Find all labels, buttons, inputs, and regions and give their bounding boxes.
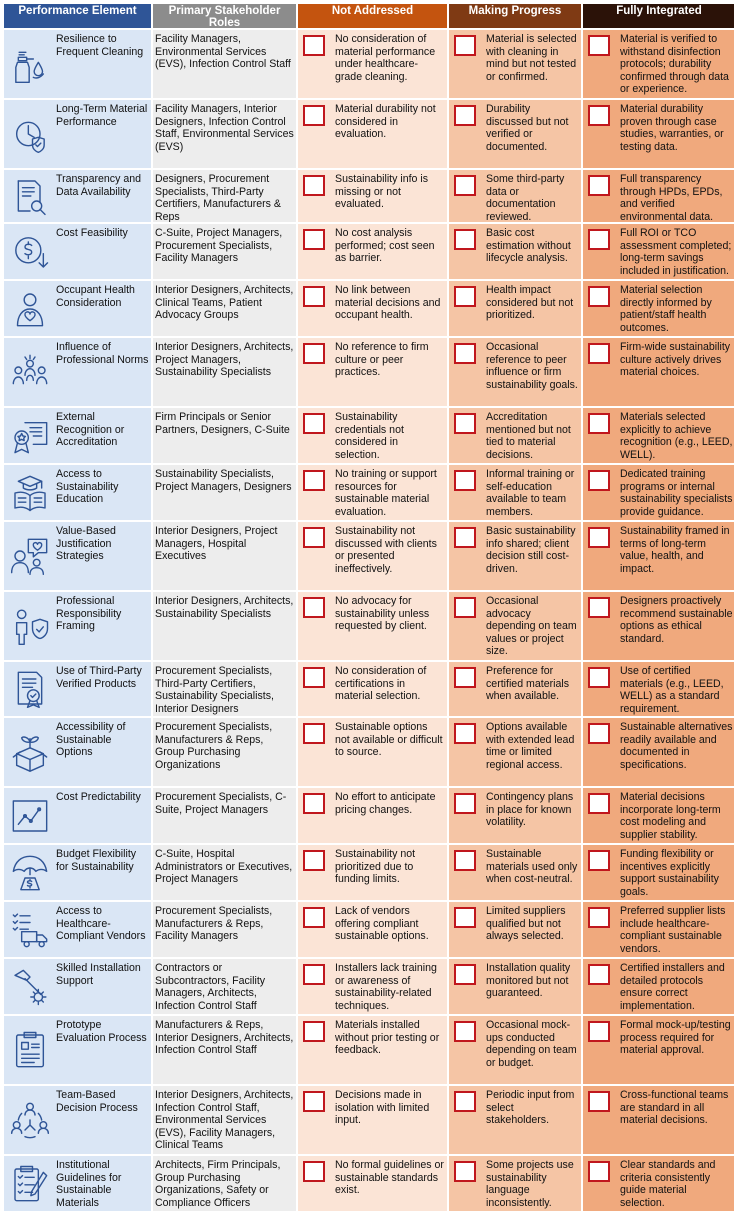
fully-integrated-text: Use of certified materials (e.g., LEED, WELL) as a standard requirement. [620, 665, 724, 715]
stakeholder-roles: Sustainability Specialists, Project Managers, Designers [153, 465, 296, 520]
not-addressed-text: No consideration of material performance under healthcare-grade cleaning. [335, 33, 436, 83]
fully-integrated-cell [583, 170, 734, 222]
making-progress-cell [449, 959, 581, 1014]
not-addressed-cell [298, 30, 447, 98]
stakeholder-roles: Interior Designers, Architects, Clinical Teams, Patient Advocacy Groups [153, 281, 296, 336]
not-addressed-checkbox[interactable] [303, 964, 325, 985]
assessment-matrix [4, 4, 731, 1211]
person-heart-icon [4, 281, 56, 336]
not-addressed-checkbox[interactable] [303, 1091, 325, 1112]
not-addressed-checkbox[interactable] [303, 175, 325, 196]
not-addressed-text: No effort to anticipate pricing changes. [335, 791, 436, 816]
performance-element-label: Institutional Guidelines for Sustainable Materials [56, 1159, 122, 1209]
not-addressed-checkbox[interactable] [303, 470, 325, 491]
fully-integrated-cell [583, 338, 734, 406]
clipboard-checklist-icon [4, 1156, 56, 1211]
fully-integrated-text: Full transparency through HPDs, EPDs, and verified environmental data. [620, 173, 723, 222]
fully-integrated-cell [583, 845, 734, 900]
fully-integrated-cell [583, 465, 734, 520]
line-chart-icon [4, 788, 56, 843]
making-progress-text: Occasional mock-ups conducted depending on team or budget. [486, 1019, 577, 1069]
stakeholder-roles: Interior Designers, Architects, Infection Control Staff, Environmental Services (EVS), Facility Managers, Clinical Teams [153, 1086, 296, 1154]
performance-element-label: Professional Responsibility Framing [56, 595, 122, 633]
fully-integrated-text: Material decisions incorporate long-term cost modeling and supplier stability. [620, 791, 721, 841]
making-progress-cell [449, 902, 581, 957]
fully-integrated-checkbox[interactable] [588, 964, 610, 985]
making-progress-text: Contingency plans in place for known volatility. [486, 791, 574, 829]
performance-element-cell [4, 1086, 151, 1154]
fully-integrated-text: Preferred supplier lists include healthcare-compliant sustainable vendors. [620, 905, 726, 955]
fully-integrated-text: Sustainability framed in terms of long-term value, health, and impact. [620, 525, 730, 575]
not-addressed-cell [298, 224, 447, 279]
performance-element-label: Accessibility of Sustainable Options [56, 721, 126, 759]
performance-element-label: Occupant Health Consideration [56, 284, 135, 309]
performance-element-label: Long-Term Material Performance [56, 103, 148, 128]
stakeholder-roles: Firm Principals or Senior Partners, Designers, C-Suite [153, 408, 296, 463]
making-progress-checkbox[interactable] [454, 964, 476, 985]
stakeholder-roles: Interior Designers, Project Managers, Hospital Executives [153, 522, 296, 590]
performance-element-cell [4, 662, 151, 716]
not-addressed-text: No advocacy for sustainability unless requested by client. [335, 595, 430, 633]
stakeholder-roles: Procurement Specialists, C-Suite, Project Managers [153, 788, 296, 843]
making-progress-checkbox[interactable] [454, 907, 476, 928]
umbrella-money-icon [4, 845, 56, 900]
fully-integrated-cell [583, 902, 734, 957]
making-progress-cell [449, 522, 581, 590]
checklist-truck-icon [4, 902, 56, 957]
making-progress-text: Informal training or self-education available to team members. [486, 468, 575, 518]
not-addressed-checkbox[interactable] [303, 597, 325, 618]
not-addressed-cell [298, 1086, 447, 1154]
performance-element-cell [4, 522, 151, 590]
not-addressed-text: Lack of vendors offering compliant sustainable options. [335, 905, 429, 943]
not-addressed-cell [298, 1016, 447, 1084]
performance-element-cell [4, 1016, 151, 1084]
not-addressed-checkbox[interactable] [303, 343, 325, 364]
fully-integrated-cell [583, 1156, 734, 1211]
not-addressed-checkbox[interactable] [303, 105, 325, 126]
performance-element-cell [4, 465, 151, 520]
fully-integrated-cell [583, 718, 734, 786]
hammer-gear-icon [4, 959, 56, 1014]
performance-element-label: Transparency and Data Availability [56, 173, 141, 198]
performance-element-label: Cost Feasibility [56, 227, 128, 239]
performance-element-cell [4, 788, 151, 843]
making-progress-text: Periodic input from select stakeholders. [486, 1089, 575, 1127]
making-progress-text: Occasional reference to peer influence or firm sustainability goals. [486, 341, 578, 391]
performance-element-cell [4, 718, 151, 786]
not-addressed-text: No cost analysis performed; cost seen as barrier. [335, 227, 435, 265]
fully-integrated-checkbox[interactable] [588, 723, 610, 744]
making-progress-checkbox[interactable] [454, 470, 476, 491]
performance-element-cell [4, 281, 151, 336]
people-chat-heart-icon [4, 522, 56, 590]
stakeholder-roles: Facility Managers, Environmental Services (EVS), Infection Control Staff [153, 30, 296, 98]
header-stakeholder-roles: Primary Stakeholder Roles [153, 4, 296, 28]
making-progress-checkbox[interactable] [454, 850, 476, 871]
fully-integrated-text: Formal mock-up/testing process required for material approval. [620, 1019, 731, 1057]
header-fully-integrated: Fully Integrated [583, 4, 734, 28]
team-cycle-icon [4, 1086, 56, 1154]
performance-element-label: Value-Based Justification Strategies [56, 525, 116, 563]
fully-integrated-text: Full ROI or TCO assessment completed; long-term savings included in justification. [620, 227, 732, 277]
fully-integrated-cell [583, 100, 734, 168]
performance-element-cell [4, 224, 151, 279]
making-progress-text: Basic sustainability info shared; client decision still cost-driven. [486, 525, 576, 575]
fully-integrated-checkbox[interactable] [588, 1091, 610, 1112]
not-addressed-text: Installers lack training or awareness of sustainability-related techniques. [335, 962, 437, 1012]
not-addressed-cell [298, 338, 447, 406]
making-progress-checkbox[interactable] [454, 1161, 476, 1182]
performance-element-label: Budget Flexibility for Sustainability [56, 848, 137, 873]
fully-integrated-cell [583, 662, 734, 716]
fully-integrated-checkbox[interactable] [588, 470, 610, 491]
making-progress-text: Material is selected with cleaning in mind but not tested or confirmed. [486, 33, 577, 83]
not-addressed-text: No reference to firm culture or peer practices. [335, 341, 429, 379]
making-progress-text: Preference for certified materials when available. [486, 665, 570, 703]
not-addressed-cell [298, 718, 447, 786]
not-addressed-text: No consideration of certifications in material selection. [335, 665, 427, 703]
making-progress-text: Limited suppliers qualified but not always selected. [486, 905, 566, 943]
fully-integrated-text: Firm-wide sustainability culture actively drives material choices. [620, 341, 731, 379]
performance-element-cell [4, 845, 151, 900]
stakeholder-roles: C-Suite, Hospital Administrators or Executives, Project Managers [153, 845, 296, 900]
making-progress-checkbox[interactable] [454, 105, 476, 126]
not-addressed-text: Sustainability not prioritized due to funding limits. [335, 848, 416, 886]
making-progress-cell [449, 1016, 581, 1084]
not-addressed-text: Sustainability credentials not considered in selection. [335, 411, 404, 461]
making-progress-text: Health impact considered but not prioritized. [486, 284, 574, 322]
fully-integrated-checkbox[interactable] [588, 105, 610, 126]
not-addressed-text: No formal guidelines or sustainable standards exist. [335, 1159, 444, 1197]
fully-integrated-text: Cross-functional teams are standard in all material decisions. [620, 1089, 729, 1127]
stakeholder-roles: Manufacturers & Reps, Interior Designers, Architects, Infection Control Staff [153, 1016, 296, 1084]
making-progress-checkbox[interactable] [454, 527, 476, 548]
stakeholder-roles: Contractors or Subcontractors, Facility Managers, Architects, Infection Control Staff [153, 959, 296, 1014]
performance-element-label: Use of Third-Party Verified Products [56, 665, 142, 690]
header-not-addressed: Not Addressed [298, 4, 447, 28]
fully-integrated-cell [583, 522, 734, 590]
making-progress-text: Occasional advocacy depending on team values or project size. [486, 595, 577, 658]
not-addressed-checkbox[interactable] [303, 793, 325, 814]
fully-integrated-text: Designers proactively recommend sustainable options as ethical standard. [620, 595, 733, 645]
graduation-book-icon [4, 465, 56, 520]
not-addressed-text: Sustainability not discussed with clients or presented ineffectively. [335, 525, 437, 575]
fully-integrated-text: Certified installers and detailed protocols ensure correct implementation. [620, 962, 725, 1012]
making-progress-checkbox[interactable] [454, 175, 476, 196]
not-addressed-text: Materials installed without prior testing or feedback. [335, 1019, 440, 1057]
fully-integrated-checkbox[interactable] [588, 667, 610, 688]
making-progress-checkbox[interactable] [454, 413, 476, 434]
fully-integrated-cell [583, 408, 734, 463]
fully-integrated-cell [583, 281, 734, 336]
performance-element-cell [4, 1156, 151, 1211]
making-progress-text: Options available with extended lead time or limited regional access. [486, 721, 575, 771]
fully-integrated-checkbox[interactable] [588, 597, 610, 618]
making-progress-cell [449, 845, 581, 900]
performance-element-cell [4, 959, 151, 1014]
group-icon [4, 338, 56, 406]
making-progress-cell [449, 1086, 581, 1154]
making-progress-checkbox[interactable] [454, 667, 476, 688]
performance-element-cell [4, 408, 151, 463]
performance-element-label: External Recognition or Accreditation [56, 411, 125, 449]
fully-integrated-text: Material selection directly informed by patient/staff health outcomes. [620, 284, 712, 334]
making-progress-text: Sustainable materials used only when cost-neutral. [486, 848, 578, 886]
making-progress-cell [449, 465, 581, 520]
certificate-icon [4, 408, 56, 463]
fully-integrated-checkbox[interactable] [588, 35, 610, 56]
performance-element-cell [4, 170, 151, 222]
making-progress-text: Durability discussed but not verified or documented. [486, 103, 569, 153]
fully-integrated-checkbox[interactable] [588, 175, 610, 196]
stakeholder-roles: Procurement Specialists, Manufacturers & Reps, Group Purchasing Organizations [153, 718, 296, 786]
not-addressed-cell [298, 592, 447, 660]
fully-integrated-checkbox[interactable] [588, 286, 610, 307]
fully-integrated-text: Clear standards and criteria consistently guide material selection. [620, 1159, 716, 1209]
stakeholder-roles: Designers, Procurement Specialists, Third-Party Certifiers, Manufacturers & Reps [153, 170, 296, 222]
performance-element-label: Prototype Evaluation Process [56, 1019, 147, 1044]
certified-document-icon [4, 662, 56, 716]
not-addressed-cell [298, 959, 447, 1014]
performance-element-label: Resilience to Frequent Cleaning [56, 33, 144, 58]
performance-element-cell [4, 100, 151, 168]
dollar-down-icon [4, 224, 56, 279]
fully-integrated-text: Funding flexibility or incentives explicitly support sustainability goals. [620, 848, 719, 898]
making-progress-checkbox[interactable] [454, 1021, 476, 1042]
header-making-progress: Making Progress [449, 4, 581, 28]
making-progress-checkbox[interactable] [454, 793, 476, 814]
not-addressed-cell [298, 281, 447, 336]
making-progress-text: Accreditation mentioned but not tied to material decisions. [486, 411, 571, 461]
making-progress-checkbox[interactable] [454, 229, 476, 250]
making-progress-cell [449, 170, 581, 222]
spray-bottle-icon [4, 30, 56, 98]
fully-integrated-checkbox[interactable] [588, 793, 610, 814]
not-addressed-text: Decisions made in isolation with limited input. [335, 1089, 430, 1127]
header-performance-element: Performance Element [4, 4, 151, 28]
making-progress-cell [449, 338, 581, 406]
fully-integrated-text: Materials selected explicitly to achieve recognition (e.g., LEED, WELL). [620, 411, 733, 461]
fully-integrated-cell [583, 959, 734, 1014]
not-addressed-text: No link between material decisions and occupant health. [335, 284, 441, 322]
making-progress-cell [449, 718, 581, 786]
performance-element-cell [4, 30, 151, 98]
not-addressed-cell [298, 1156, 447, 1211]
performance-element-cell [4, 592, 151, 660]
not-addressed-text: Sustainability info is missing or not evaluated. [335, 173, 429, 211]
performance-element-cell [4, 902, 151, 957]
making-progress-cell [449, 281, 581, 336]
performance-element-label: Cost Predictability [56, 791, 141, 803]
fully-integrated-text: Sustainable alternatives readily available and documented in specifications. [620, 721, 733, 771]
not-addressed-checkbox[interactable] [303, 229, 325, 250]
clock-shield-icon [4, 100, 56, 168]
not-addressed-checkbox[interactable] [303, 35, 325, 56]
performance-element-cell [4, 338, 151, 406]
not-addressed-cell [298, 902, 447, 957]
not-addressed-cell [298, 408, 447, 463]
not-addressed-checkbox[interactable] [303, 527, 325, 548]
making-progress-text: Basic cost estimation without lifecycle analysis. [486, 227, 571, 265]
fully-integrated-checkbox[interactable] [588, 850, 610, 871]
not-addressed-checkbox[interactable] [303, 413, 325, 434]
not-addressed-cell [298, 100, 447, 168]
making-progress-cell [449, 662, 581, 716]
performance-element-label: Team-Based Decision Process [56, 1089, 138, 1114]
fully-integrated-cell [583, 592, 734, 660]
making-progress-cell [449, 592, 581, 660]
making-progress-text: Installation quality monitored but not guaranteed. [486, 962, 571, 1000]
performance-element-label: Access to Healthcare-Compliant Vendors [56, 905, 146, 943]
making-progress-checkbox[interactable] [454, 35, 476, 56]
fully-integrated-checkbox[interactable] [588, 229, 610, 250]
fully-integrated-checkbox[interactable] [588, 907, 610, 928]
making-progress-text: Some projects use sustainability language inconsistently. [486, 1159, 574, 1209]
making-progress-checkbox[interactable] [454, 723, 476, 744]
stakeholder-roles: Procurement Specialists, Third-Party Certifiers, Sustainability Specialists, Interior Designers [153, 662, 296, 716]
not-addressed-cell [298, 465, 447, 520]
stakeholder-roles: C-Suite, Project Managers, Procurement Specialists, Facility Managers [153, 224, 296, 279]
making-progress-cell [449, 224, 581, 279]
not-addressed-checkbox[interactable] [303, 1021, 325, 1042]
stakeholder-roles: Interior Designers, Architects, Project Managers, Sustainability Specialists [153, 338, 296, 406]
fully-integrated-cell [583, 1016, 734, 1084]
person-shield-icon [4, 592, 56, 660]
not-addressed-cell [298, 522, 447, 590]
performance-element-label: Skilled Installation Support [56, 962, 141, 987]
fully-integrated-checkbox[interactable] [588, 343, 610, 364]
not-addressed-text: Material durability not considered in evaluation. [335, 103, 436, 141]
stakeholder-roles: Facility Managers, Interior Designers, Infection Control Staff, Environmental Services (EVS) [153, 100, 296, 168]
fully-integrated-cell [583, 1086, 734, 1154]
making-progress-text: Some third-party data or documentation reviewed. [486, 173, 565, 222]
not-addressed-checkbox[interactable] [303, 286, 325, 307]
making-progress-cell [449, 30, 581, 98]
making-progress-cell [449, 100, 581, 168]
not-addressed-text: No training or support resources for sustainable material evaluation. [335, 468, 437, 518]
document-search-icon [4, 170, 56, 222]
performance-element-label: Access to Sustainability Education [56, 468, 119, 506]
not-addressed-checkbox[interactable] [303, 667, 325, 688]
making-progress-checkbox[interactable] [454, 1091, 476, 1112]
making-progress-cell [449, 788, 581, 843]
fully-integrated-checkbox[interactable] [588, 527, 610, 548]
stakeholder-roles: Procurement Specialists, Manufacturers & Reps, Facility Managers [153, 902, 296, 957]
making-progress-checkbox[interactable] [454, 343, 476, 364]
making-progress-checkbox[interactable] [454, 597, 476, 618]
not-addressed-checkbox[interactable] [303, 907, 325, 928]
not-addressed-cell [298, 845, 447, 900]
fully-integrated-cell [583, 224, 734, 279]
fully-integrated-checkbox[interactable] [588, 1161, 610, 1182]
making-progress-checkbox[interactable] [454, 286, 476, 307]
not-addressed-cell [298, 170, 447, 222]
stakeholder-roles: Architects, Firm Principals, Group Purchasing Organizations, Safety or Compliance Officers [153, 1156, 296, 1211]
not-addressed-checkbox[interactable] [303, 1161, 325, 1182]
fully-integrated-cell [583, 30, 734, 98]
fully-integrated-text: Dedicated training programs or internal sustainability specialists provide guidance. [620, 468, 733, 518]
making-progress-cell [449, 1156, 581, 1211]
not-addressed-checkbox[interactable] [303, 723, 325, 744]
not-addressed-cell [298, 662, 447, 716]
stakeholder-roles: Interior Designers, Architects, Sustainability Specialists [153, 592, 296, 660]
making-progress-cell [449, 408, 581, 463]
box-plant-icon [4, 718, 56, 786]
performance-element-label: Influence of Professional Norms [56, 341, 149, 366]
fully-integrated-cell [583, 788, 734, 843]
fully-integrated-checkbox[interactable] [588, 1021, 610, 1042]
not-addressed-text: Sustainable options not available or difficult to source. [335, 721, 443, 759]
clipboard-icon [4, 1016, 56, 1084]
fully-integrated-text: Material durability proven through case studies, warranties, or testing data. [620, 103, 724, 153]
fully-integrated-text: Material is verified to withstand disinfection protocols; durability confirmed through data or experience. [620, 33, 729, 96]
not-addressed-cell [298, 788, 447, 843]
fully-integrated-checkbox[interactable] [588, 413, 610, 434]
not-addressed-checkbox[interactable] [303, 850, 325, 871]
